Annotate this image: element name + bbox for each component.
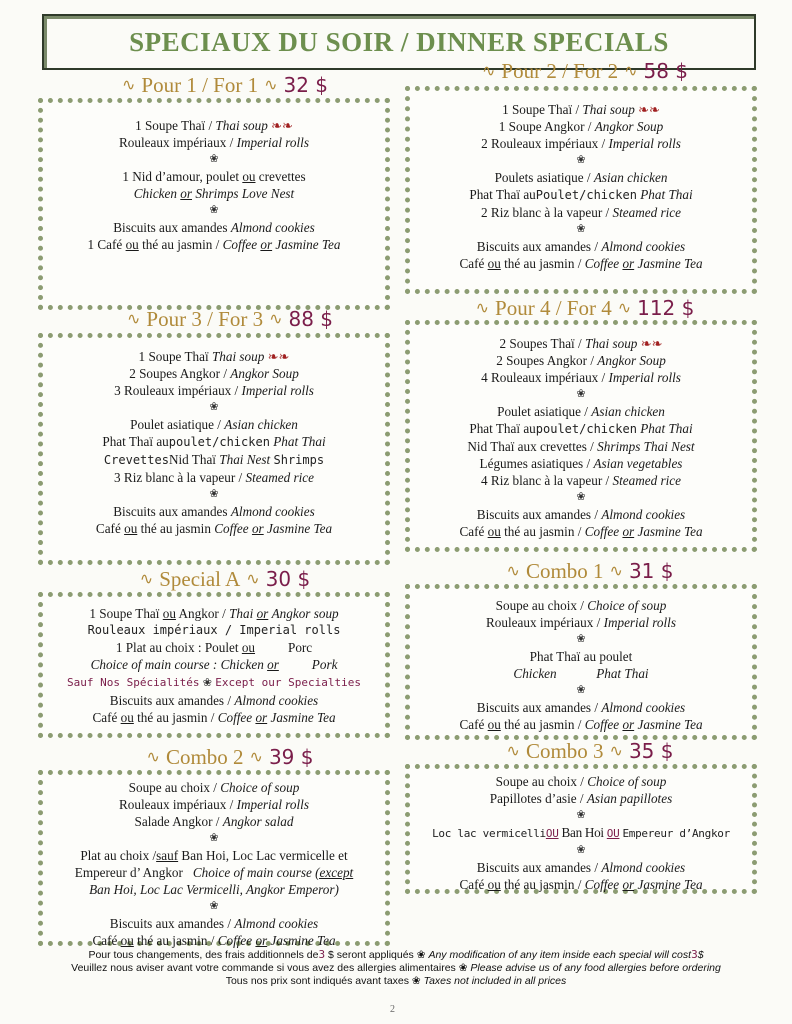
section-name: Special A bbox=[159, 566, 241, 591]
section-header-combo1 bbox=[470, 558, 710, 584]
ornament-icon: ∿ bbox=[249, 749, 263, 766]
flower-icon: ❀ bbox=[576, 809, 586, 821]
section-name: Pour 4 / For 4 bbox=[495, 295, 612, 320]
menu-line: Nid Thaï aux crevettes / Shrimps Thai Nest bbox=[467, 439, 695, 454]
menu-line: Papillotes d’asie / Asian papillotes bbox=[489, 791, 673, 806]
menu-line: Phat Thaï aupoulet/chicken Phat Thai bbox=[102, 434, 326, 449]
menu-line: Biscuits aux amandes / Almond cookies bbox=[476, 239, 686, 254]
menu-line: 4 Rouleaux impériaux / Imperial rolls bbox=[481, 370, 681, 385]
section-header-combo2 bbox=[115, 744, 345, 770]
flower-icon: ❀ bbox=[576, 491, 586, 503]
menu-line: CrevettesNid Thaï Thai Nest Shrimps bbox=[103, 452, 325, 467]
menu-line: Poulet asiatique / Asian chicken bbox=[497, 404, 665, 419]
section-price: 30 $ bbox=[265, 567, 311, 591]
menu-line: 3 Riz blanc à la vapeur / Steamed rice bbox=[114, 470, 314, 485]
section-price: 58 $ bbox=[643, 59, 689, 83]
chili-icon: ❧❧ bbox=[640, 336, 663, 351]
flower-icon: ❀ bbox=[576, 223, 586, 235]
menu-line: Biscuits aux amandes / Almond cookies bbox=[476, 700, 686, 715]
ornament-icon: ∿ bbox=[624, 63, 638, 80]
flower-icon: ❀ bbox=[576, 633, 586, 645]
section-header-combo3 bbox=[470, 738, 710, 764]
menu-line: Café ou thé au jasmin / Coffee or Jasmine Tea bbox=[92, 933, 336, 948]
footer-line-3: Tous nos prix sont indiqués avant taxes ❀ Taxes not included in all prices bbox=[225, 975, 567, 987]
ornament-icon: ∿ bbox=[506, 743, 520, 760]
flower-icon: ❀ bbox=[209, 900, 219, 912]
menu-box-pour4 bbox=[405, 320, 757, 552]
menu-line: 1 Soupe Thaï ou Angkor / Thai or Angkor soup bbox=[89, 606, 339, 621]
menu-line: Rouleaux impériaux / Imperial rolls bbox=[87, 623, 341, 637]
section-header-special-a bbox=[105, 566, 345, 592]
menu-line: 1 Café ou thé au jasmin / Coffee or Jasmine Tea bbox=[87, 237, 341, 252]
menu-line: Légumes asiatiques / Asian vegetables bbox=[479, 456, 683, 471]
section-header-pour2 bbox=[450, 58, 720, 84]
flower-icon: ❀ bbox=[576, 154, 586, 166]
menu-box-pour1 bbox=[38, 98, 390, 310]
section-header-pour4 bbox=[450, 295, 720, 321]
section-name: Combo 1 bbox=[525, 558, 604, 583]
menu-line: Café ou thé au jasmin / Coffee or Jasmine Tea bbox=[459, 877, 703, 892]
menu-line: 1 Soupe Thaï / Thai soup ❧❧ bbox=[502, 102, 660, 117]
menu-line: Empereur d’ Angkor Choice of main course (except bbox=[74, 865, 354, 880]
ornament-icon: ∿ bbox=[481, 63, 496, 80]
menu-line: Café ou thé au jasmin Coffee or Jasmine Tea bbox=[95, 521, 333, 536]
chili-icon: ❧❧ bbox=[271, 118, 293, 133]
menu-line: Phat Thaï aupoulet/chicken Phat Thai bbox=[469, 421, 693, 436]
section-header-pour1 bbox=[90, 72, 360, 98]
menu-line: Loc lac vermicelliOU Ban Hoi OU Empereur d’Angkor bbox=[432, 825, 730, 840]
section-price: 32 $ bbox=[283, 73, 329, 97]
menu-line: 1 Nid d’amour, poulet ou crevettes bbox=[122, 169, 306, 184]
ornament-icon: ∿ bbox=[475, 300, 490, 317]
menu-line: 3 Rouleaux impériaux / Imperial rolls bbox=[114, 383, 314, 398]
menu-line: 2 Soupes Thaï / Thai soup ❧❧ bbox=[499, 336, 663, 351]
flower-icon: ❀ bbox=[209, 153, 219, 165]
menu-line: Soupe au choix / Choice of soup bbox=[128, 780, 300, 795]
page-number: 2 bbox=[390, 1004, 395, 1015]
flower-icon: ❀ bbox=[209, 401, 219, 413]
menu-line: 4 Riz blanc à la vapeur / Steamed rice bbox=[481, 473, 681, 488]
menu-box-pour2 bbox=[405, 86, 757, 294]
menu-line: Chicken or Shrimps Love Nest bbox=[133, 186, 295, 201]
page-title: SPECIAUX DU SOIR / DINNER SPECIALS bbox=[129, 26, 669, 57]
menu-line: 1 Soupe Thaï / Thai soup ❧❧ bbox=[135, 118, 293, 133]
section-name: Combo 2 bbox=[165, 744, 244, 769]
ornament-icon: ∿ bbox=[264, 77, 278, 94]
flower-icon: ❀ bbox=[576, 388, 586, 400]
menu-box-combo1 bbox=[405, 584, 757, 740]
menu-line: Poulet asiatique / Asian chicken bbox=[130, 417, 298, 432]
menu-box-combo3 bbox=[405, 764, 757, 894]
menu-line: 2 Riz blanc à la vapeur / Steamed rice bbox=[481, 205, 681, 220]
ornament-icon: ∿ bbox=[146, 749, 160, 766]
menu-line: Biscuits aux amandes Almond cookies bbox=[113, 220, 315, 235]
menu-line: Biscuits aux amandes / Almond cookies bbox=[109, 693, 319, 708]
menu-line: Café ou thé au jasmin / Coffee or Jasmine Tea bbox=[459, 717, 703, 732]
menu-line: 2 Rouleaux impériaux / Imperial rolls bbox=[481, 136, 681, 151]
menu-line: Salade Angkor / Angkor salad bbox=[134, 814, 294, 829]
menu-line: Poulets asiatique / Asian chicken bbox=[494, 170, 668, 185]
ornament-icon: ∿ bbox=[246, 571, 260, 588]
menu-line: Plat au choix /sauf Ban Hoi, Loc Lac vermicelle et bbox=[80, 848, 348, 863]
chili-icon: ❧❧ bbox=[267, 349, 290, 364]
menu-line: Café ou thé au jasmin / Coffee or Jasmine Tea bbox=[459, 524, 703, 539]
menu-line: 2 Soupes Angkor / Angkor Soup bbox=[496, 353, 666, 368]
footer-notes bbox=[0, 948, 792, 988]
ornament-icon: ∿ bbox=[126, 311, 141, 328]
section-name: Pour 2 / For 2 bbox=[501, 58, 619, 83]
ornament-icon: ∿ bbox=[139, 571, 154, 588]
section-price: 88 $ bbox=[288, 307, 334, 331]
menu-line: Soupe au choix / Choice of soup bbox=[495, 598, 667, 613]
menu-line: Biscuits aux amandes / Almond cookies bbox=[476, 507, 686, 522]
menu-line: Biscuits aux amandes / Almond cookies bbox=[476, 860, 686, 875]
menu-line: Phat Thaï au poulet bbox=[529, 649, 633, 664]
ornament-icon: ∿ bbox=[269, 311, 283, 328]
menu-line: 2 Soupes Angkor / Angkor Soup bbox=[129, 366, 299, 381]
menu-box-special-a bbox=[38, 592, 390, 738]
menu-line: Phat Thaï auPoulet/chicken Phat Thai bbox=[469, 187, 693, 202]
section-price: 39 $ bbox=[268, 745, 314, 769]
section-price: 35 $ bbox=[628, 739, 674, 763]
section-name: Pour 3 / For 3 bbox=[146, 306, 264, 331]
flower-icon: ❀ bbox=[209, 488, 219, 500]
menu-line: 1 Soupe Angkor / Angkor Soup bbox=[498, 119, 664, 134]
menu-line: Soupe au choix / Choice of soup bbox=[495, 774, 667, 789]
menu-box-combo2 bbox=[38, 770, 390, 946]
menu-line: Rouleaux impériaux / Imperial rolls bbox=[119, 135, 309, 150]
menu-line: Café ou thé au jasmin / Coffee or Jasmine Tea bbox=[92, 710, 336, 725]
flower-icon: ❀ bbox=[202, 677, 212, 689]
section-price: 112 $ bbox=[637, 296, 695, 320]
menu-line: Ban Hoi, Loc Lac Vermicelli, Angkor Emperor) bbox=[89, 882, 339, 897]
menu-line: Café ou thé au jasmin / Coffee or Jasmine Tea bbox=[459, 256, 703, 271]
flower-icon: ❀ bbox=[209, 832, 219, 844]
section-header-pour3 bbox=[95, 306, 365, 332]
menu-line: Chicken Phat Thai bbox=[513, 666, 649, 681]
menu-line: Rouleaux impériaux / Imperial rolls bbox=[119, 797, 309, 812]
menu-line: Biscuits aux amandes / Almond cookies bbox=[109, 916, 319, 931]
ornament-icon: ∿ bbox=[121, 77, 136, 94]
ornament-icon: ∿ bbox=[506, 563, 520, 580]
ornament-icon: ∿ bbox=[609, 563, 623, 580]
section-price: 31 $ bbox=[628, 559, 674, 583]
section-name: Combo 3 bbox=[525, 738, 604, 763]
menu-line: Rouleaux impériaux / Imperial rolls bbox=[486, 615, 676, 630]
menu-line: Sauf Nos Spécialités ❀ Except our Specialties bbox=[67, 676, 361, 689]
menu-box-pour3 bbox=[38, 333, 390, 565]
footer-line-1: Pour tous changements, des frais additionnels de3 $ seront appliqués ❀ Any modification of any item inside each special will cost3$ bbox=[88, 948, 704, 961]
flower-icon: ❀ bbox=[209, 204, 219, 216]
ornament-icon: ∿ bbox=[609, 743, 623, 760]
menu-line: Choice of main course : Chicken or Pork bbox=[90, 657, 338, 672]
ornament-icon: ∿ bbox=[617, 300, 632, 317]
menu-line: Biscuits aux amandes Almond cookies bbox=[113, 504, 315, 519]
menu-line: 1 Plat au choix : Poulet ou Porc bbox=[115, 640, 313, 655]
footer-line-2: Veuillez nous aviser avant votre commande si vous avez des allergies alimentaires ❀ Please advise us of any food allergies before ordering bbox=[71, 962, 721, 974]
chili-icon: ❧❧ bbox=[638, 102, 660, 117]
menu-line: 1 Soupe Thaï Thai soup ❧❧ bbox=[138, 349, 290, 364]
flower-icon: ❀ bbox=[576, 844, 586, 856]
section-name: Pour 1 / For 1 bbox=[141, 72, 259, 97]
flower-icon: ❀ bbox=[576, 684, 586, 696]
